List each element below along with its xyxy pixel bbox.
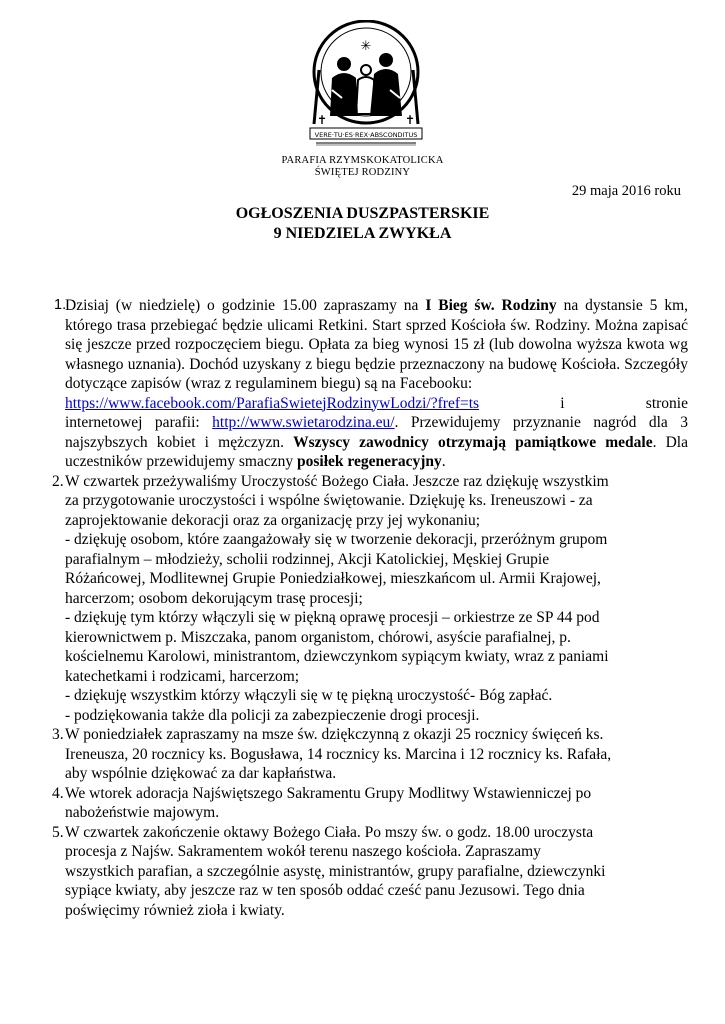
facebook-link[interactable]: https://www.facebook.com/ParafiaSwietejRodzinywLodzi/?fref=ts [65, 394, 480, 412]
logo-motto: VERE·TU·ES·REX·ABSCONDITUS [314, 131, 418, 139]
announcement-1-text-b: internetowej parafii: http://www.swietarodzina.eu/. Przewidujemy przyznanie nagród dla 3 najszybszych kobiet i mężczyzn. Wszyscy zawodnicy otrzymają pamiątkowe medale. Dla uczestników przewidujemy smaczny posiłek regeneracyjny. [65, 414, 688, 470]
announcement-4: 4. We wtorek adoracja Najświętszego Sakramentu Grupy Modlitwy Wstawienniczej po nabożeństwie majowym. [52, 784, 592, 821]
svg-text:✝: ✝ [404, 113, 416, 127]
svg-text:✝: ✝ [316, 113, 328, 127]
parish-line-2: ŚWIĘTEJ RODZINY [314, 167, 411, 178]
item-number: 1. [54, 297, 67, 313]
announcements-list [20, 296, 688, 920]
item-number: 5. [52, 823, 64, 841]
announcement-5: 5. W czwartek zakończenie oktawy Bożego Ciała. Po mszy św. o godz. 18.00 uroczysta procesja z Najśw. Sakramentem wokół terenu naszego kościoła. Zapraszamy wszystkich parafian, a szczególnie asystę, ministrantów, grupy parafialne, dziewczynki sypiące kwiaty, aby jeszcze raz w ten sposób oddać cześć panu Jezusowi. Tego dnia poświęcimy również zioła i kwiaty. [52, 823, 606, 919]
item-number: 4. [52, 784, 64, 802]
title-line-1: OGŁOSZENIA DUSZPASTERSKIE [235, 205, 490, 222]
title-line-2: 9 NIEDZIELA ZWYKŁA [273, 225, 452, 242]
item-number: 2. [52, 472, 64, 490]
announcement-2: 2. W czwartek przeżywaliśmy Uroczystość Bożego Ciała. Jeszcze raz dziękuję wszystkim za przygotowanie uroczystości i wspólne świętowanie. Dziękuję ks. Ireneuszowi - za zaprojektowanie dekoracji oraz za organizację przy jej wykonaniu; - dziękuję osobom, które zaangażowały się w tworzenie dekoracji, przeróżnym grupom parafialnym – młodzieży, scholii rodzinnej, Akcji Katolickiej, Męskiej Grupie Różańcowej, Modlitewnej Grupie Poniedziałkowej, mieszkańcom ul. Armii Krajowej, harcerzom; osobom dekorującym trasę procesji; - dziękuję tym którzy włączyli się w piękną oprawę procesji – orkiestrze ze SP 44 pod kierownictwem p. Miszczaka, panom organistom, chórowi, asyście parafialnej, p. kościelnemu Karolowi, ministrantom, dziewczynkom sypiącym kwiaty, wraz z paniami katechetkami i rodzicami, harcerzom; - dziękuję wszystkim którzy włączyli się w tę piękną uroczystość- Bóg zapłać. - podziękowania także dla policji za zabezpieczenie drogi procesji. [52, 472, 609, 724]
parish-line-1: PARAFIA RZYMSKOKATOLICKA [281, 155, 444, 166]
svg-text:✳: ✳ [360, 39, 372, 54]
announcement-1-links: https://www.facebook.com/ParafiaSwietejRodzinywLodzi/?fref=ts i stronie [65, 394, 688, 412]
race-name: I Bieg św. Rodziny [425, 297, 557, 314]
announcement-3: 3. W poniedziałek zapraszamy na msze św. dziękczynną z okazji 25 rocznicy święceń ks. Ireneusza, 20 rocznicy ks. Bogusława, 14 rocznicy ks. Marcina i 12 rocznicy ks. Rafała, aby wspólnie dziękować za dar kapłaństwa. [52, 726, 612, 782]
parish-logo [302, 20, 430, 154]
item-number: 3. [52, 726, 64, 743]
parish-name [0, 155, 725, 179]
website-link[interactable]: http://www.swietarodzina.eu/ [212, 414, 395, 431]
announcement-1-text-a: Dzisiaj (w niedzielę) o godzinie 15.00 zapraszamy na I Bieg św. Rodziny na dystansie 5 km, którego trasa przebiegać będzie ulicami Retkini. Start sprzed Kościoła św. Rodziny. Można zapisać się jeszcze przed rozpoczęciem biegu. Opłata za bieg wynosi 15 zł (lub dowolna wyższa kwota wg własnego uznania). Dochód uzyskany z biegu będzie przeznaczony na budowę Kościoła. Szczegóły dotyczące zapisów (wraz z regulaminem biegu) są na Facebooku: [65, 297, 688, 392]
document-date: 29 maja 2016 roku [571, 183, 681, 199]
document-title [0, 204, 725, 244]
announcement-1 [20, 296, 688, 472]
